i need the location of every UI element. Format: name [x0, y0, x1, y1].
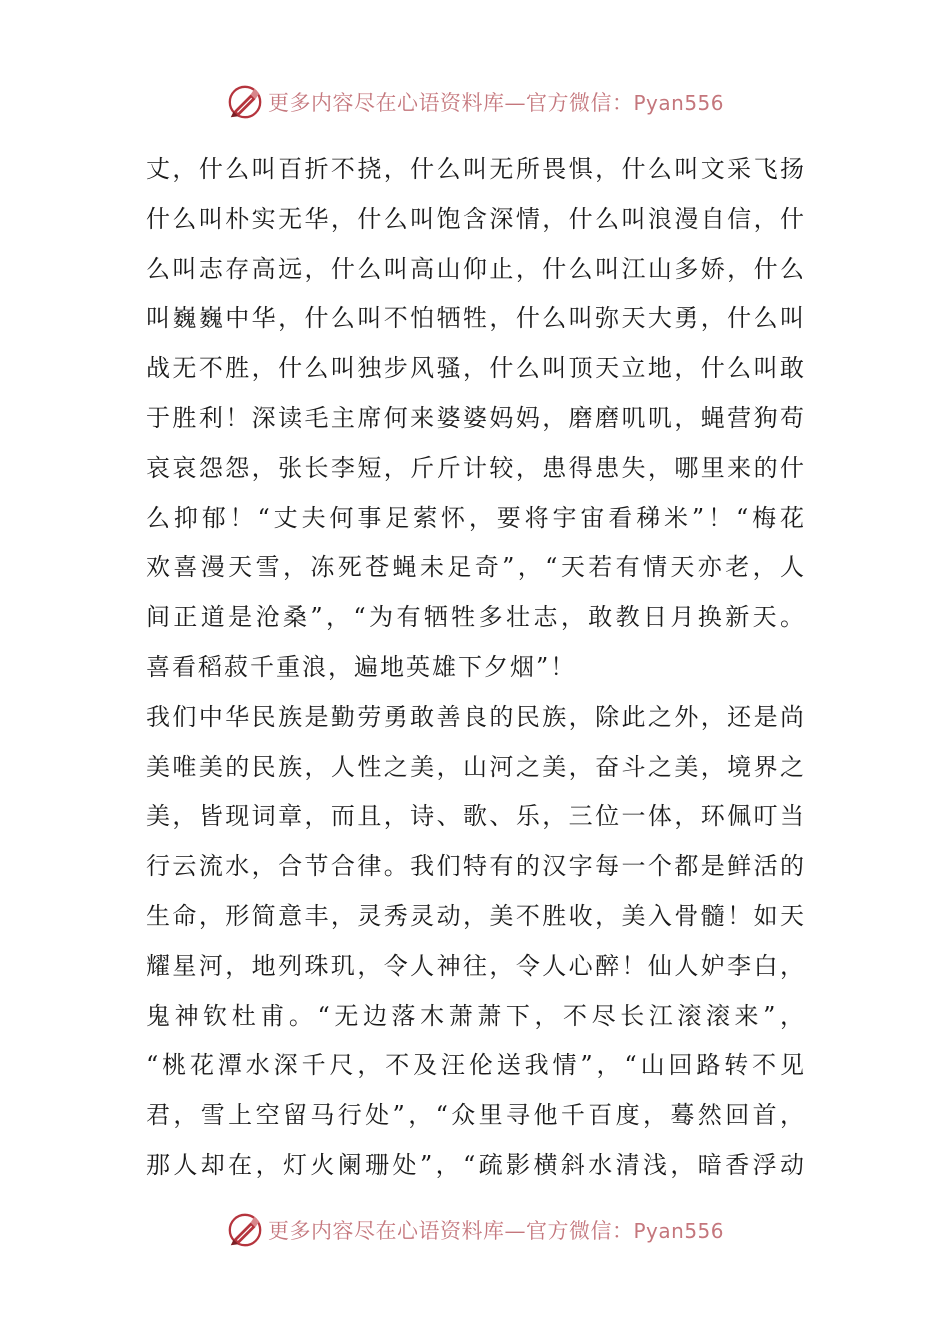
- text-line: 美唯美的民族，人性之美，山河之美，奋斗之美，境界之: [146, 752, 806, 781]
- banner-dash: —: [504, 1219, 526, 1243]
- text-line: 么叫志存高远，什么叫高山仰止，什么叫江山多娇，什么: [146, 254, 806, 283]
- text-line: 美，皆现词章，而且，诗、歌、乐，三位一体，环佩叮当: [146, 802, 806, 831]
- banner-wechat-id: Pyan556: [633, 91, 724, 115]
- banner-wechat-id: Pyan556: [633, 1219, 724, 1243]
- text-line: 于胜利！深读毛主席何来婆婆妈妈，磨磨叽叽，蝇营狗苟: [146, 403, 806, 432]
- text-line: 什么叫朴实无华，什么叫饱含深情，什么叫浪漫自信，什: [146, 204, 806, 233]
- text-line: 鬼神钦杜甫。“无边落木萧萧下，不尽长江滚滚来”，: [146, 1001, 806, 1030]
- text-line: 丈，什么叫百折不挠，什么叫无所畏惧，什么叫文采飞扬: [146, 155, 806, 183]
- banner-wechat-label: 官方微信：: [525, 1219, 634, 1243]
- text-line: “桃花潭水深千尺，不及汪伦送我情”，“山回路转不见: [146, 1051, 806, 1080]
- text-line: 战无不胜，什么叫独步风骚，什么叫顶天立地，什么叫敢: [146, 354, 806, 383]
- text-line: 我们中华民族是勤劳勇敢善良的民族，除此之外，还是尚: [146, 702, 806, 731]
- text-line: 生命，形简意丰，灵秀灵动，美不胜收，美入骨髓！如天: [146, 901, 806, 930]
- document-body: [146, 145, 806, 1191]
- text-line: 叫巍巍中华，什么叫不怕牺牲，什么叫弥天大勇，什么叫: [146, 304, 806, 333]
- pen-nib-logo-icon: [226, 1211, 264, 1249]
- text-line: 欢喜漫天雪，冻死苍蝇未足奇”，“天若有情天亦老，人: [146, 553, 806, 582]
- text-line: 间正道是沧桑”，“为有牺牲多壮志，敢教日月换新天。: [146, 603, 806, 632]
- banner-wechat-label: 官方微信：: [525, 91, 634, 115]
- text-line: 么抑郁！“丈夫何事足萦怀，要将宇宙看稊米”！“梅花: [146, 503, 806, 532]
- banner-site-name: 更多内容尽在心语资料库: [267, 1219, 505, 1243]
- header-banner: [0, 82, 950, 122]
- text-line: 喜看稻菽千重浪，遍地英雄下夕烟”！: [146, 652, 577, 681]
- text-line: 耀星河，地列珠玑，令人神往，令人心醉！仙人妒李白，: [146, 951, 806, 980]
- text-line: 行云流水，合节合律。我们特有的汉字每一个都是鲜活的: [146, 852, 806, 881]
- banner-dash: —: [504, 91, 526, 115]
- banner-text: [268, 87, 724, 117]
- banner-text: [268, 1215, 724, 1245]
- pen-nib-logo-icon: [226, 83, 264, 121]
- footer-banner: [0, 1210, 950, 1250]
- banner-site-name: 更多内容尽在心语资料库: [267, 91, 505, 115]
- text-line: 哀哀怨怨，张长李短，斤斤计较，患得患失，哪里来的什: [146, 453, 806, 482]
- text-line: 君，雪上空留马行处”，“众里寻他千百度，蓦然回首，: [146, 1101, 806, 1130]
- text-line: 那人却在，灯火阑珊处”，“疏影横斜水清浅，暗香浮动: [146, 1150, 806, 1179]
